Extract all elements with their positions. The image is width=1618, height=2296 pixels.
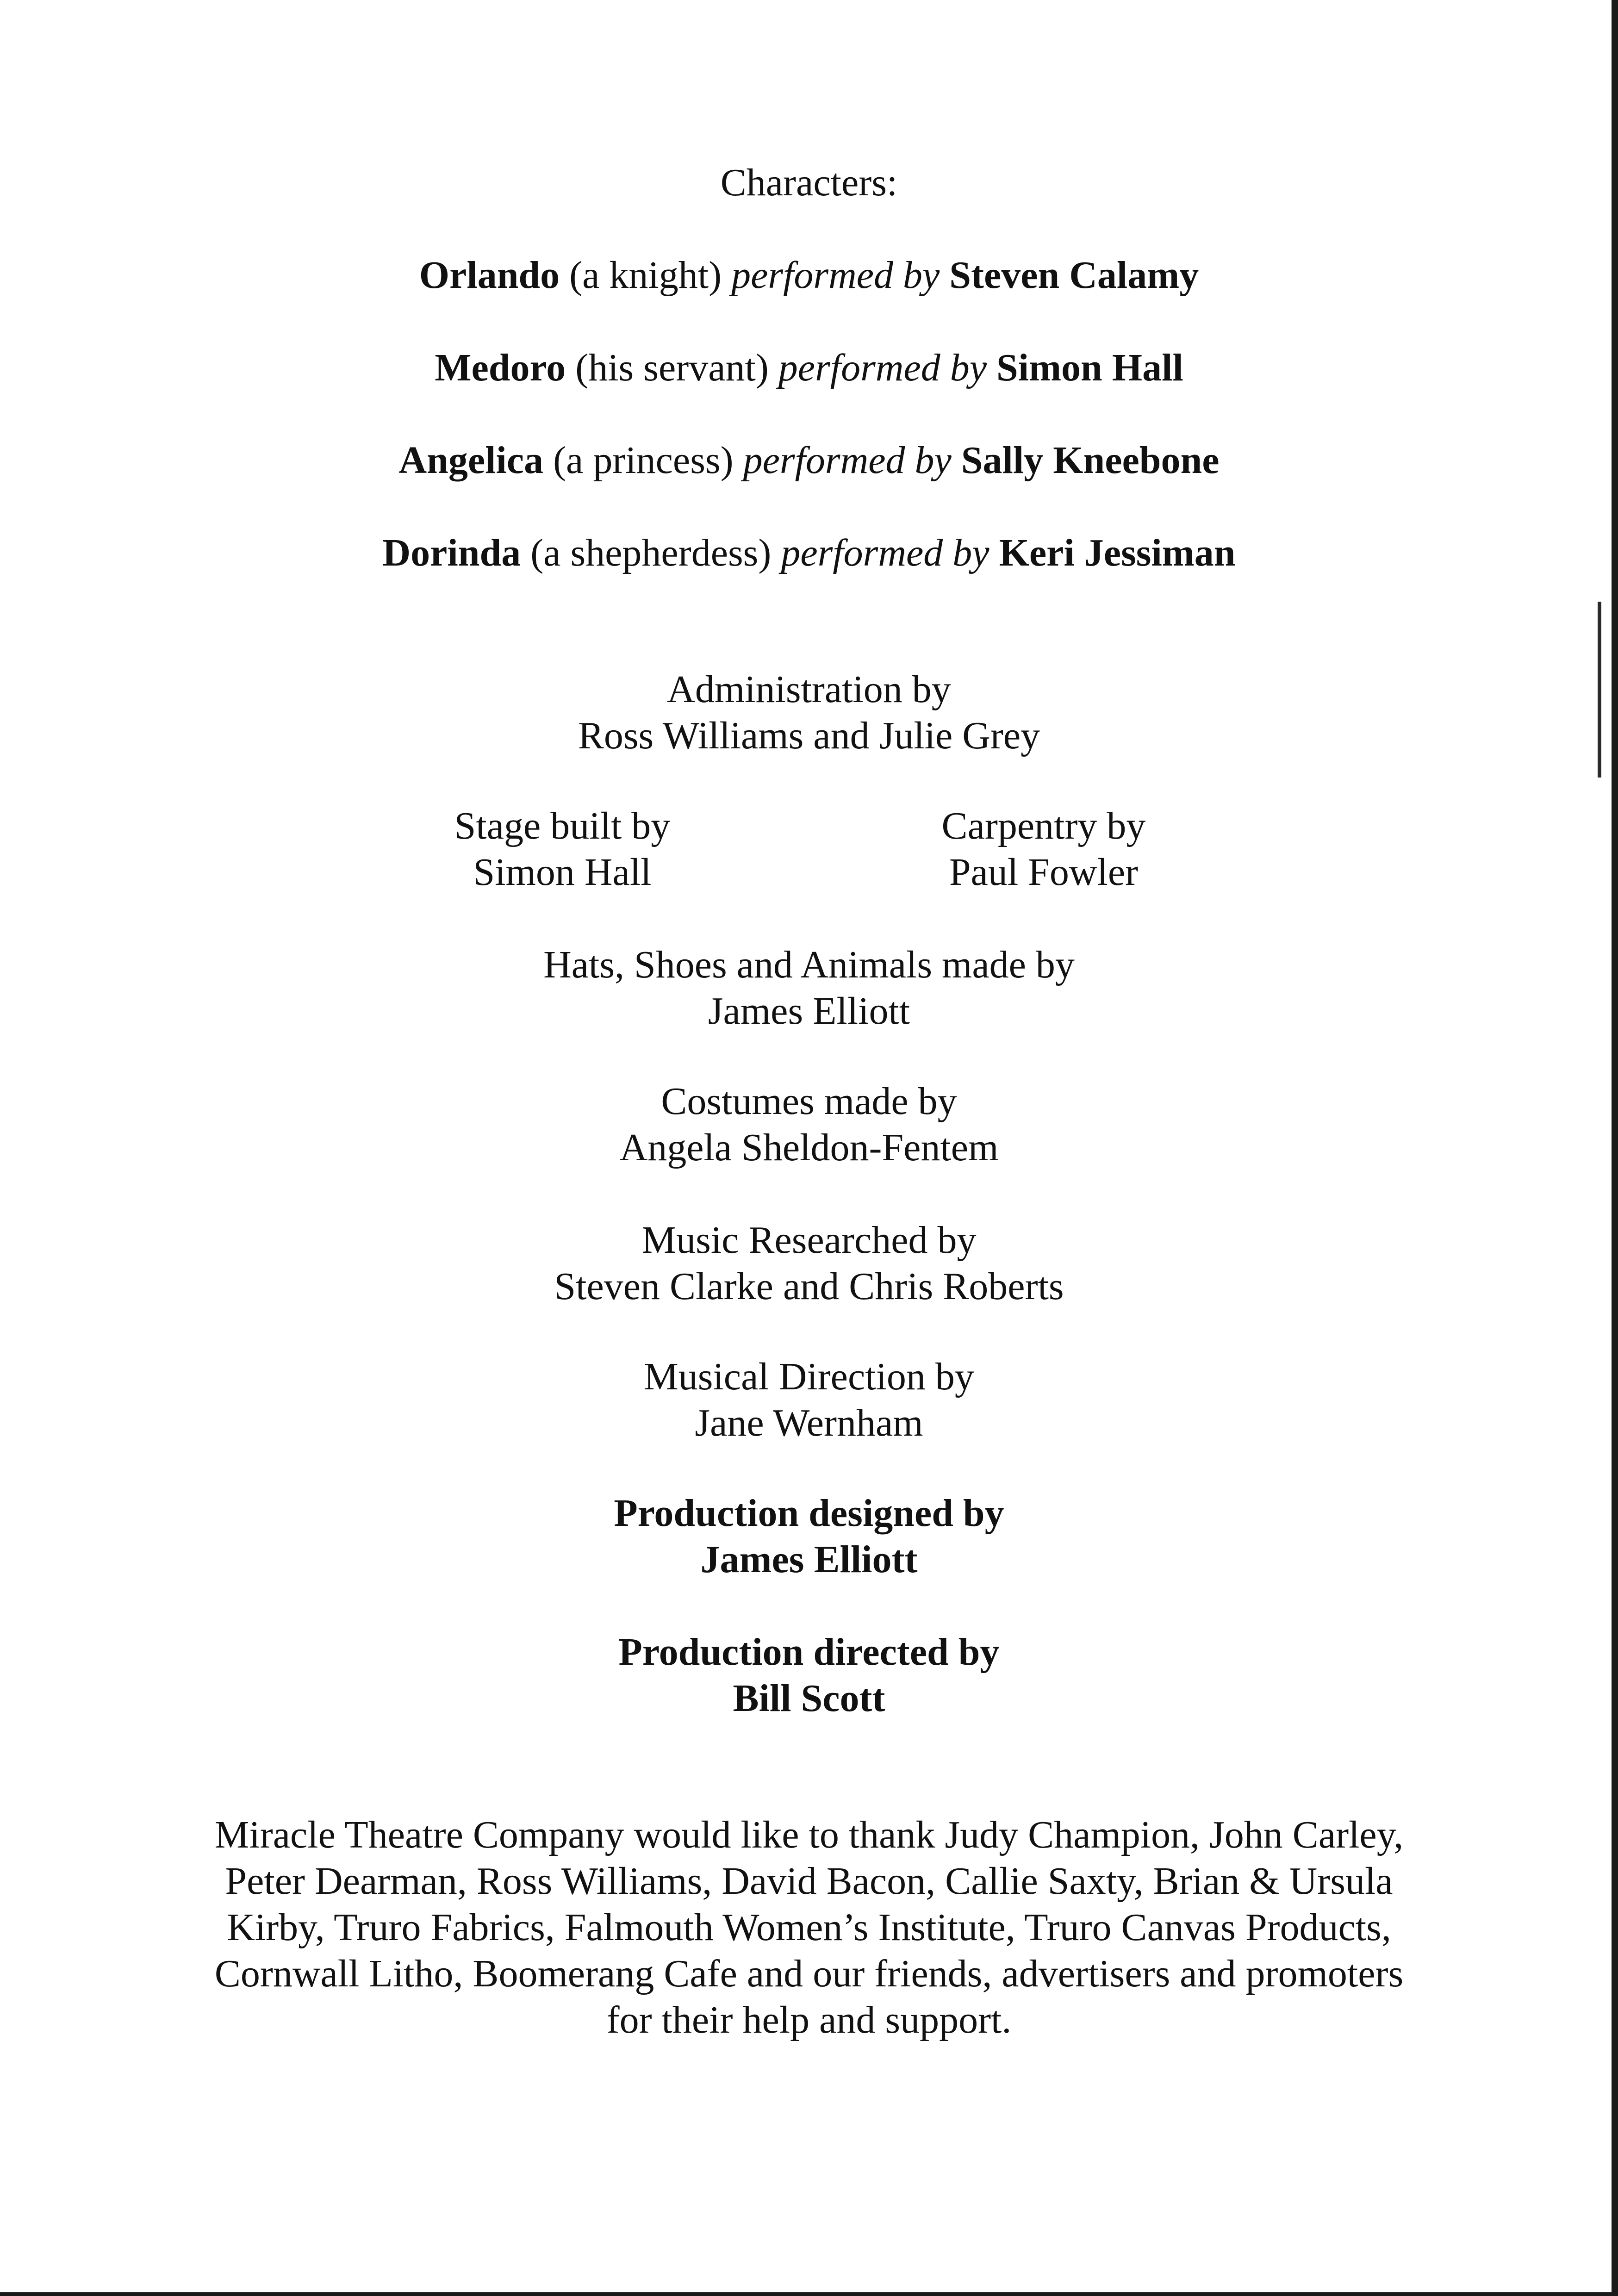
credit-label: Administration by — [667, 668, 951, 711]
scan-edge-bottom — [0, 2292, 1618, 2296]
credit-name: James Elliott — [708, 989, 910, 1033]
credit-carpentry — [835, 803, 1252, 896]
actor-name: Simon Hall — [996, 346, 1183, 389]
cast-line-angelica — [0, 437, 1618, 484]
role-name: Angelica — [398, 439, 544, 482]
characters-heading: Characters: — [720, 161, 898, 204]
credit-label: Carpentry by — [941, 804, 1146, 847]
credit-name: James Elliott — [700, 1538, 918, 1581]
thanks-paragraph — [130, 1812, 1488, 2043]
credit-label: Production directed by — [618, 1630, 1000, 1674]
role-name: Dorinda — [382, 531, 521, 574]
actor-name: Keri Jessiman — [999, 531, 1236, 574]
credit-costumes — [0, 1078, 1618, 1171]
thanks-line: Peter Dearman, Ross Williams, David Bacon, Callie Saxty, Brian & Ursula — [225, 1860, 1393, 1903]
thanks-line: for their help and support. — [606, 1998, 1012, 2041]
credit-label: Music Researched by — [641, 1219, 977, 1262]
role-name: Medoro — [435, 346, 566, 389]
credit-name: Simon Hall — [473, 851, 652, 894]
performed-by: performed by — [778, 346, 987, 389]
role-description: (a princess) — [553, 439, 734, 482]
performed-by: performed by — [743, 439, 952, 482]
cast-line-dorinda — [0, 530, 1618, 576]
credit-direction — [0, 1629, 1618, 1722]
actor-name: Steven Calamy — [949, 254, 1199, 297]
credit-hats — [0, 942, 1618, 1034]
performed-by: performed by — [781, 531, 989, 574]
credit-music — [0, 1217, 1618, 1310]
credit-name: Angela Sheldon-Fentem — [619, 1126, 999, 1169]
role-description: (a knight) — [569, 254, 722, 297]
role-description: (his servant) — [575, 346, 769, 389]
thanks-line: Kirby, Truro Fabrics, Falmouth Women’s Institute, Truro Canvas Products, — [227, 1906, 1391, 1949]
credit-label: Costumes made by — [661, 1080, 957, 1123]
credit-label: Production designed by — [614, 1492, 1004, 1535]
credit-musical-direction — [0, 1354, 1618, 1446]
credit-design — [0, 1490, 1618, 1583]
performed-by: performed by — [731, 254, 940, 297]
cast-line-medoro — [0, 345, 1618, 391]
thanks-line: Cornwall Litho, Boomerang Cafe and our friends, advertisers and promoters — [214, 1952, 1404, 1995]
role-description: (a shepherdess) — [530, 531, 772, 574]
actor-name: Sally Kneebone — [961, 439, 1220, 482]
cast-line-orlando — [0, 252, 1618, 299]
credit-label: Musical Direction by — [644, 1355, 974, 1398]
credit-name: Bill Scott — [733, 1677, 885, 1720]
role-name: Orlando — [419, 254, 560, 297]
thanks-line: Miracle Theatre Company would like to thank Judy Champion, John Carley, — [214, 1813, 1404, 1856]
credit-label: Stage built by — [454, 804, 671, 847]
credit-name: Jane Wernham — [695, 1401, 923, 1444]
credit-stage — [354, 803, 771, 896]
credit-name: Paul Fowler — [949, 851, 1139, 894]
credit-name: Ross Williams and Julie Grey — [578, 714, 1040, 757]
credit-label: Hats, Shoes and Animals made by — [543, 943, 1075, 986]
credit-name: Steven Clarke and Chris Roberts — [554, 1265, 1064, 1308]
credit-administration — [0, 666, 1618, 759]
